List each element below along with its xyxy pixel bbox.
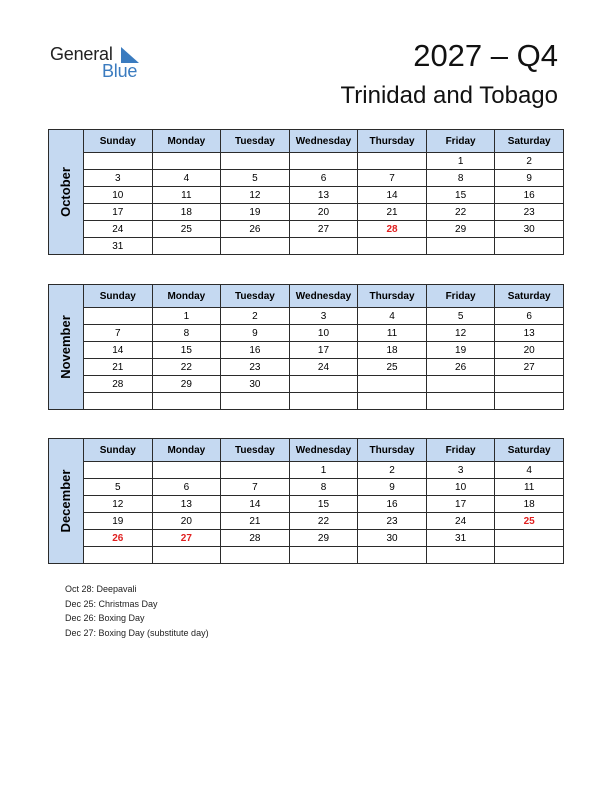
- day-cell: 3: [426, 462, 495, 479]
- day-cell: [495, 238, 564, 255]
- day-cell: 29: [426, 221, 495, 238]
- week-row: [49, 547, 564, 564]
- month-name-cell: [49, 285, 84, 410]
- day-cell: 27: [495, 359, 564, 376]
- day-cell: 12: [221, 187, 290, 204]
- month-name-cell: [49, 439, 84, 564]
- day-cell: 3: [289, 308, 358, 325]
- page-title: 2027 – Q4: [413, 38, 558, 73]
- day-cell: [152, 153, 221, 170]
- day-cell: 29: [152, 376, 221, 393]
- day-cell: 15: [289, 496, 358, 513]
- calendar-month-november: [48, 284, 564, 410]
- week-row: [49, 513, 564, 530]
- day-cell: 1: [152, 308, 221, 325]
- weekday-header: Sunday: [84, 285, 153, 308]
- day-cell: 31: [84, 238, 153, 255]
- day-cell: 6: [152, 479, 221, 496]
- day-cell: 9: [358, 479, 427, 496]
- day-cell: 22: [289, 513, 358, 530]
- day-cell: 10: [289, 325, 358, 342]
- day-cell: 2: [221, 308, 290, 325]
- day-cell: 5: [221, 170, 290, 187]
- day-cell: [426, 547, 495, 564]
- day-cell: 29: [289, 530, 358, 547]
- day-cell: 13: [495, 325, 564, 342]
- day-cell: 7: [84, 325, 153, 342]
- logo-blue-text: Blue: [102, 61, 138, 81]
- weekday-header: Friday: [426, 439, 495, 462]
- week-row: [49, 462, 564, 479]
- day-cell: [358, 153, 427, 170]
- day-cell: [221, 547, 290, 564]
- day-cell: 7: [358, 170, 427, 187]
- weekday-header: Saturday: [495, 285, 564, 308]
- day-cell: 11: [358, 325, 427, 342]
- weekday-header-row: [49, 130, 564, 153]
- day-cell: 21: [358, 204, 427, 221]
- day-cell: 5: [426, 308, 495, 325]
- holiday-note: Dec 25: Christmas Day: [65, 598, 158, 609]
- week-row: [49, 393, 564, 410]
- day-cell: [84, 547, 153, 564]
- month-name: December: [58, 469, 73, 533]
- weekday-header: Wednesday: [289, 130, 358, 153]
- day-cell: 22: [426, 204, 495, 221]
- weekday-header: Tuesday: [221, 439, 290, 462]
- day-cell: 25: [152, 221, 221, 238]
- week-row: [49, 325, 564, 342]
- month-name: October: [58, 167, 73, 217]
- day-cell: 24: [289, 359, 358, 376]
- month-name-cell: [49, 130, 84, 255]
- day-cell: 22: [152, 359, 221, 376]
- week-row: [49, 342, 564, 359]
- day-cell: 19: [426, 342, 495, 359]
- day-cell: 10: [84, 187, 153, 204]
- day-cell: 7: [221, 479, 290, 496]
- week-row: [49, 204, 564, 221]
- day-cell: [426, 376, 495, 393]
- weekday-header: Tuesday: [221, 130, 290, 153]
- day-cell: [495, 547, 564, 564]
- day-cell: 30: [221, 376, 290, 393]
- week-row: [49, 170, 564, 187]
- weekday-header-row: [49, 439, 564, 462]
- weekday-header: Thursday: [358, 130, 427, 153]
- day-cell: [221, 238, 290, 255]
- day-cell: 19: [84, 513, 153, 530]
- weekday-header: Tuesday: [221, 285, 290, 308]
- day-cell: 23: [495, 204, 564, 221]
- day-cell: 9: [221, 325, 290, 342]
- day-cell: [289, 238, 358, 255]
- day-cell: 24: [426, 513, 495, 530]
- weekday-header-row: [49, 285, 564, 308]
- day-cell: 16: [358, 496, 427, 513]
- day-cell: [152, 393, 221, 410]
- weekday-header: Sunday: [84, 130, 153, 153]
- day-cell: 12: [426, 325, 495, 342]
- day-cell: 5: [84, 479, 153, 496]
- day-cell: 28: [221, 530, 290, 547]
- day-cell: [84, 393, 153, 410]
- day-cell: 10: [426, 479, 495, 496]
- day-cell: 14: [221, 496, 290, 513]
- calendar-month-october: [48, 129, 564, 255]
- day-cell: 30: [358, 530, 427, 547]
- day-cell: 28: [84, 376, 153, 393]
- day-cell: 25: [358, 359, 427, 376]
- day-cell: 20: [289, 204, 358, 221]
- day-cell: 8: [426, 170, 495, 187]
- day-cell: 24: [84, 221, 153, 238]
- day-cell: 18: [358, 342, 427, 359]
- day-cell: [84, 462, 153, 479]
- day-cell: 2: [495, 153, 564, 170]
- holiday-note: Dec 27: Boxing Day (substitute day): [65, 627, 209, 638]
- month-name: November: [58, 315, 73, 379]
- day-cell: 6: [495, 308, 564, 325]
- week-row: [49, 187, 564, 204]
- day-cell: 23: [358, 513, 427, 530]
- day-cell: [152, 462, 221, 479]
- day-cell: 11: [152, 187, 221, 204]
- day-cell: 18: [495, 496, 564, 513]
- weekday-header: Monday: [152, 285, 221, 308]
- day-cell: 13: [289, 187, 358, 204]
- weekday-header: Sunday: [84, 439, 153, 462]
- day-cell: [289, 393, 358, 410]
- day-cell: [495, 530, 564, 547]
- weekday-header: Saturday: [495, 439, 564, 462]
- day-cell: 27: [152, 530, 221, 547]
- week-row: [49, 153, 564, 170]
- weekday-header: Friday: [426, 130, 495, 153]
- day-cell: 16: [495, 187, 564, 204]
- day-cell: [358, 393, 427, 410]
- day-cell: 1: [426, 153, 495, 170]
- day-cell: 20: [152, 513, 221, 530]
- day-cell: 28: [358, 221, 427, 238]
- week-row: [49, 479, 564, 496]
- weekday-header: Wednesday: [289, 285, 358, 308]
- day-cell: 3: [84, 170, 153, 187]
- day-cell: 27: [289, 221, 358, 238]
- day-cell: [289, 547, 358, 564]
- day-cell: 26: [84, 530, 153, 547]
- weekday-header: Wednesday: [289, 439, 358, 462]
- holiday-notes: [65, 584, 209, 642]
- day-cell: 16: [221, 342, 290, 359]
- day-cell: 4: [358, 308, 427, 325]
- day-cell: [358, 547, 427, 564]
- day-cell: [426, 238, 495, 255]
- weekday-header: Thursday: [358, 439, 427, 462]
- day-cell: 6: [289, 170, 358, 187]
- day-cell: 26: [221, 221, 290, 238]
- week-row: [49, 221, 564, 238]
- holiday-note: Oct 28: Deepavali: [65, 584, 137, 594]
- week-row: [49, 530, 564, 547]
- week-row: [49, 359, 564, 376]
- day-cell: [426, 393, 495, 410]
- day-cell: 14: [84, 342, 153, 359]
- day-cell: 21: [84, 359, 153, 376]
- day-cell: [84, 308, 153, 325]
- week-row: [49, 496, 564, 513]
- day-cell: [221, 462, 290, 479]
- day-cell: 15: [426, 187, 495, 204]
- day-cell: [221, 153, 290, 170]
- logo-general-text: General: [50, 44, 113, 64]
- day-cell: 8: [152, 325, 221, 342]
- day-cell: [152, 238, 221, 255]
- week-row: [49, 238, 564, 255]
- day-cell: 8: [289, 479, 358, 496]
- day-cell: 26: [426, 359, 495, 376]
- day-cell: 13: [152, 496, 221, 513]
- day-cell: 20: [495, 342, 564, 359]
- weekday-header: Monday: [152, 439, 221, 462]
- country-subtitle: Trinidad and Tobago: [340, 82, 558, 109]
- day-cell: 11: [495, 479, 564, 496]
- day-cell: 12: [84, 496, 153, 513]
- day-cell: [495, 376, 564, 393]
- week-row: [49, 308, 564, 325]
- weekday-header: Monday: [152, 130, 221, 153]
- day-cell: [358, 376, 427, 393]
- day-cell: [289, 376, 358, 393]
- day-cell: 25: [495, 513, 564, 530]
- calendar-month-december: [48, 438, 564, 564]
- day-cell: 9: [495, 170, 564, 187]
- day-cell: [289, 153, 358, 170]
- day-cell: 15: [152, 342, 221, 359]
- day-cell: 17: [426, 496, 495, 513]
- holiday-note: Dec 26: Boxing Day: [65, 613, 145, 623]
- day-cell: 2: [358, 462, 427, 479]
- day-cell: [495, 393, 564, 410]
- week-row: [49, 376, 564, 393]
- day-cell: 19: [221, 204, 290, 221]
- day-cell: [358, 238, 427, 255]
- day-cell: 30: [495, 221, 564, 238]
- day-cell: 4: [152, 170, 221, 187]
- weekday-header: Friday: [426, 285, 495, 308]
- day-cell: 17: [289, 342, 358, 359]
- day-cell: 23: [221, 359, 290, 376]
- day-cell: 21: [221, 513, 290, 530]
- weekday-header: Saturday: [495, 130, 564, 153]
- day-cell: 18: [152, 204, 221, 221]
- day-cell: 4: [495, 462, 564, 479]
- day-cell: [221, 393, 290, 410]
- day-cell: [152, 547, 221, 564]
- day-cell: 1: [289, 462, 358, 479]
- day-cell: 14: [358, 187, 427, 204]
- day-cell: 31: [426, 530, 495, 547]
- weekday-header: Thursday: [358, 285, 427, 308]
- day-cell: 17: [84, 204, 153, 221]
- logo: [50, 44, 150, 84]
- day-cell: [84, 153, 153, 170]
